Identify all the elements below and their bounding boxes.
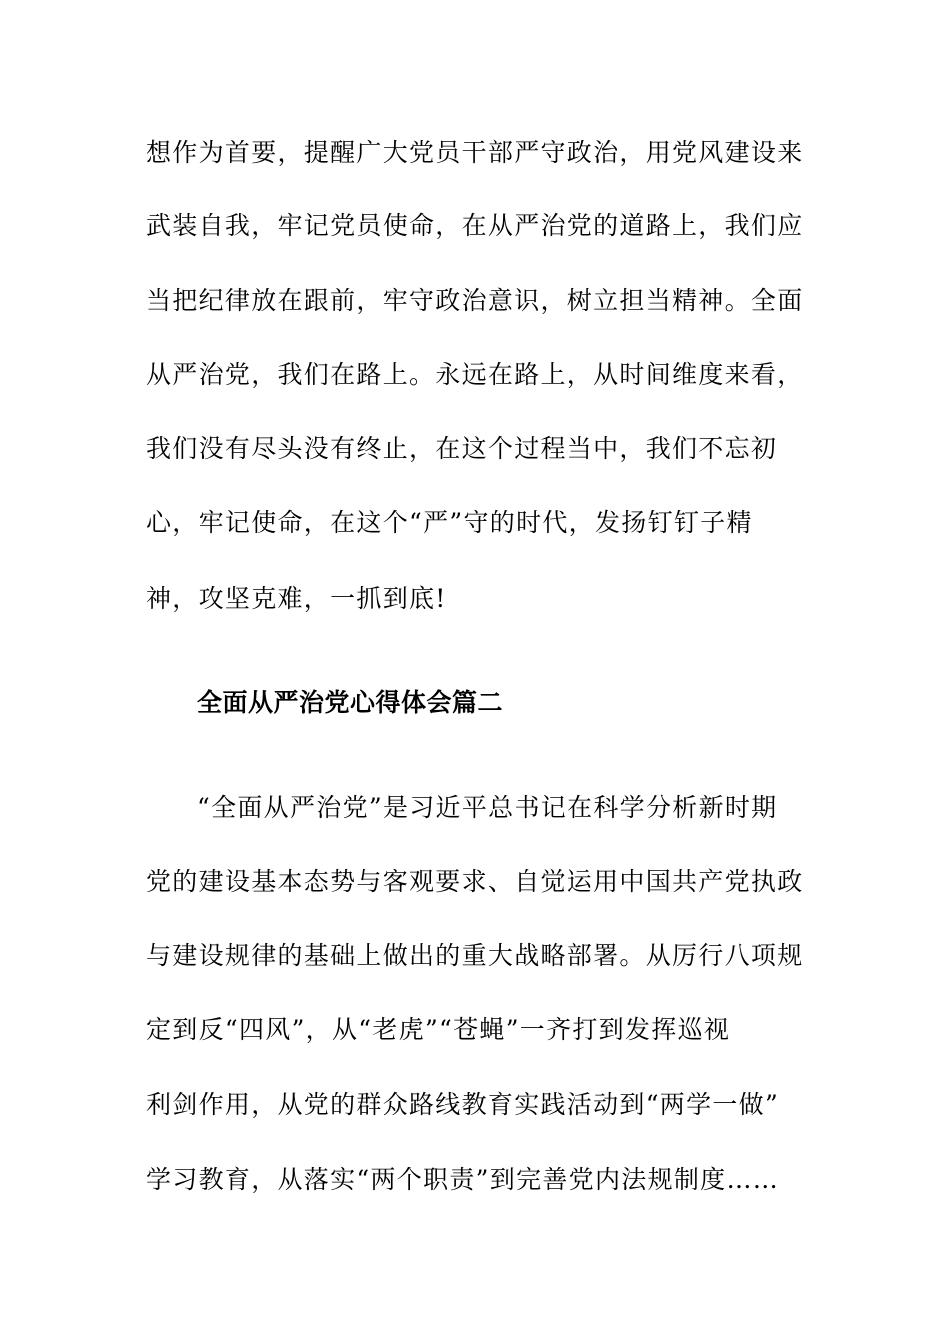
paragraph1-line-1: 想作为首要，提醒广大党员干部严守政治，用党风建设来 <box>146 138 804 167</box>
paragraph1-line-5: 我们没有尽头没有终止，在这个过程当中，我们不忘初 <box>146 434 778 463</box>
paragraph2-line-5: 利剑作用，从党的群众路线教育实践活动到“两学一做” <box>146 1090 780 1119</box>
paragraph1-line-3: 当把纪律放在跟前，牢守政治意识，树立担当精神。全面 <box>146 286 804 315</box>
section-heading: 全面从严治党心得体会篇二 <box>197 688 504 717</box>
paragraph1-line-6: 心，牢记使命，在这个“严”守的时代，发扬钉钉子精 <box>146 508 753 537</box>
paragraph1-line-2: 武装自我，牢记党员使命，在从严治党的道路上，我们应 <box>146 211 804 240</box>
paragraph2-line-6: 学习教育，从落实“两个职责”到完善党内法规制度…… <box>146 1165 780 1194</box>
paragraph1-line-7: 神，攻坚克难，一抓到底! <box>146 584 447 613</box>
paragraph2-line-2: 党的建设基本态势与客观要求、自觉运用中国共产党执政 <box>146 867 804 896</box>
paragraph2-line-4: 定到反“四风”，从“老虎”“苍蝇”一齐打到发挥巡视 <box>146 1015 731 1044</box>
paragraph1-line-4: 从严治党，我们在路上。永远在路上，从时间维度来看， <box>146 360 804 389</box>
paragraph2-line-3: 与建设规律的基础上做出的重大战略部署。从厉行八项规 <box>146 941 804 970</box>
paragraph2-line-1: “全面从严治党”是习近平总书记在科学分析新时期 <box>197 793 778 822</box>
